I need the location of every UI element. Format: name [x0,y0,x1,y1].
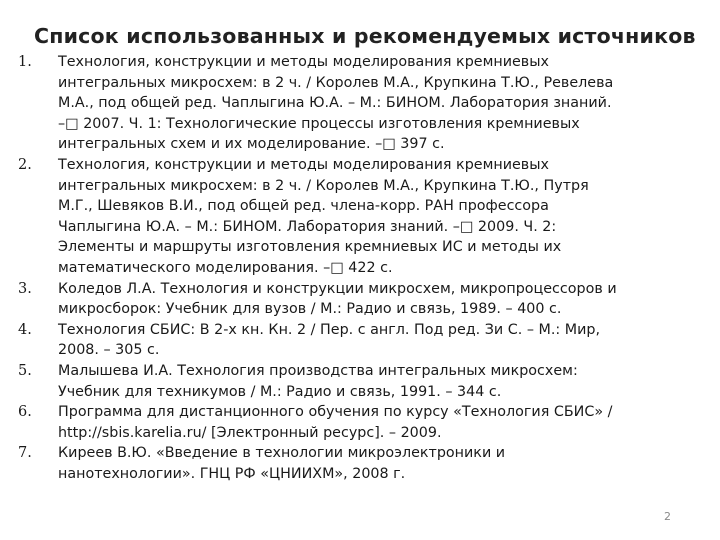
reference-number: 7. [18,445,32,462]
reference-item [18,402,690,443]
page-number: 2 [664,510,671,523]
reference-line: интегральных схем и их моделирование. –□ 397 с. [58,136,445,153]
reference-line: Коледов Л.А. Технология и конструкции микросхем, микропроцессоров и [58,280,617,297]
reference-number: 2. [18,156,32,173]
reference-line: интегральных микросхем: в 2 ч. / Королев М.А., Крупкина Т.Ю., Ревелева [58,74,614,91]
reference-line: Элементы и маршруты изготовления кремниевых ИС и методы их [58,239,562,256]
reference-line: 2008. – 305 с. [58,342,160,359]
reference-line: Чаплыгина Ю.А. – М.: БИНОМ. Лаборатория знаний. –□ 2009. Ч. 2: [58,218,557,235]
reference-text [58,320,690,361]
reference-line: Малышева И.А. Технология производства интегральных микросхем: [58,362,578,379]
reference-item [18,52,690,155]
reference-line: Учебник для техникумов / М.: Радио и связь, 1991. – 344 с. [58,383,502,400]
reference-line: М.Г., Шевяков В.И., под общей ред. члена-корр. РАН профессора [58,198,549,215]
reference-text [58,279,690,320]
reference-line: Программа для дистанционного обучения по курсу «Технология СБИС» / [58,404,613,421]
reference-item [18,279,690,320]
reference-line: Технология, конструкции и методы моделирования кремниевых [58,156,549,173]
reference-text [58,155,690,279]
reference-list [18,52,690,484]
reference-number: 5. [18,362,32,379]
reference-item [18,361,690,402]
reference-item [18,320,690,361]
slide-title: Список использованных и рекомендуемых источников [34,24,696,48]
reference-line: микросборок: Учебник для вузов / М.: Радио и связь, 1989. – 400 с. [58,301,562,318]
reference-text [58,52,690,155]
reference-number: 1. [18,54,32,70]
reference-number: 4. [18,321,32,338]
reference-line: М.А., под общей ред. Чаплыгина Ю.А. – М.: БИНОМ. Лаборатория знаний. [58,95,612,112]
reference-line: математического моделирования. –□ 422 с. [58,259,393,276]
reference-line: интегральных микросхем: в 2 ч. / Королев М.А., Крупкина Т.Ю., Путря [58,177,589,194]
reference-text [58,402,690,443]
reference-line: Киреев В.Ю. «Введение в технологии микроэлектроники и [58,445,506,462]
reference-line: Технология СБИС: В 2-х кн. Кн. 2 / Пер. с англ. Под ред. Зи С. – М.: Мир, [58,321,601,338]
reference-number: 6. [18,404,32,421]
reference-text [58,443,690,484]
reference-item [18,443,690,484]
reference-number: 3. [18,280,32,297]
reference-line: Технология, конструкции и методы моделирования кремниевых [58,54,549,70]
reference-item [18,155,690,279]
reference-line: http://sbis.karelia.ru/ [Электронный ресурс]. – 2009. [58,424,442,441]
reference-text [58,361,690,402]
reference-line: нанотехнологии». ГНЦ РФ «ЦНИИХМ», 2008 г. [58,465,406,482]
reference-line: –□ 2007. Ч. 1: Технологические процессы изготовления кремниевых [58,115,580,132]
